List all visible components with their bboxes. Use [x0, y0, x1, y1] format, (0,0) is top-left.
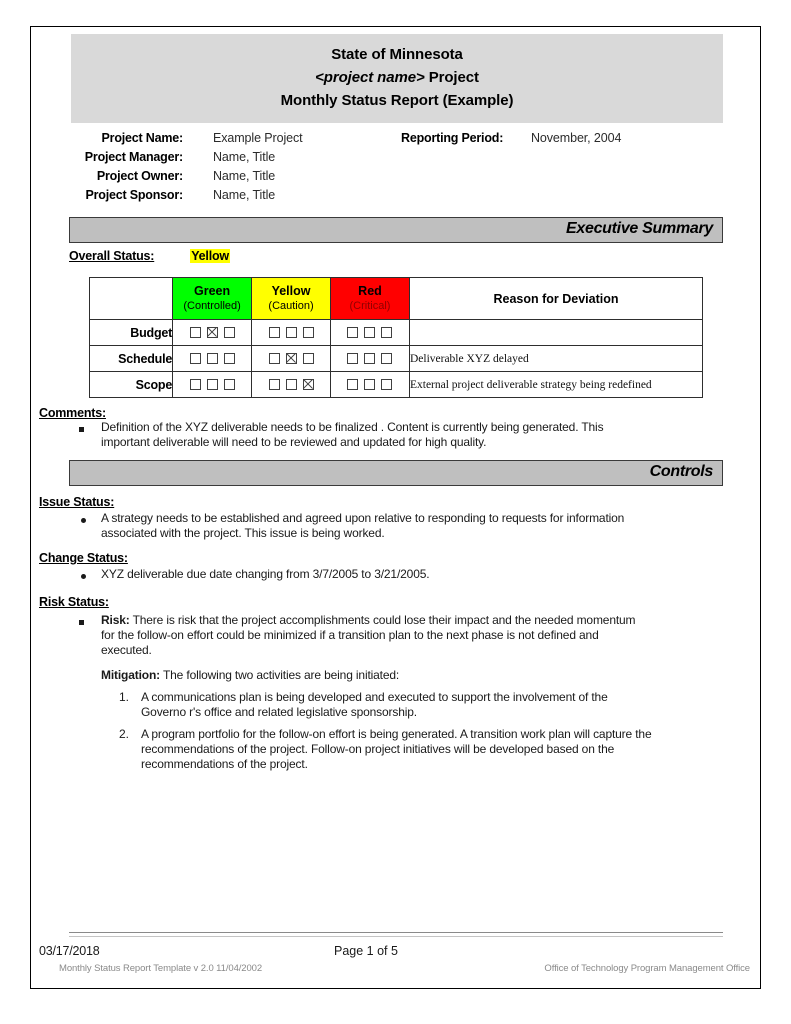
project-name-value: Example Project [213, 131, 303, 145]
checkbox[interactable] [303, 353, 314, 364]
project-sponsor-label: Project Sponsor: [85, 188, 183, 202]
mitigation-intro [101, 668, 706, 683]
overall-status [69, 249, 230, 263]
project-manager-value: Name, Title [213, 150, 276, 164]
mitigation-2-line3: recommendations of the project. [141, 757, 308, 771]
header-red-title: Red [358, 284, 382, 298]
header-yellow-sub: (Caution) [268, 300, 314, 312]
risk-line1: There is risk that the project accomplishments could lose their impact and the needed momentum [129, 613, 636, 627]
checkbox[interactable] [190, 379, 201, 390]
checkbox[interactable] [190, 327, 201, 338]
header-red-sub: (Critical) [349, 300, 391, 312]
header-cell-yellow [252, 278, 331, 320]
checkbox[interactable] [269, 379, 280, 390]
scope-reason: External project deliverable strategy being redefined [409, 372, 702, 398]
document-page [30, 26, 761, 989]
issue-bullet-icon [81, 518, 86, 523]
mitigation-item-1-text [141, 690, 701, 720]
meta-row [31, 131, 760, 150]
checkbox[interactable] [381, 353, 392, 364]
scope-green-cell [173, 372, 252, 398]
title-line-report: Monthly Status Report (Example) [280, 92, 514, 109]
comments-line1: Definition of the XYZ deliverable needs to be finalized . Content is currently being generated. This [101, 420, 604, 434]
overall-status-badge: Yellow [191, 249, 229, 263]
project-manager-label: Project Manager: [84, 150, 183, 164]
comments-text [101, 420, 691, 450]
checkbox[interactable] [364, 327, 375, 338]
checkbox[interactable] [286, 379, 297, 390]
checkbox[interactable] [303, 327, 314, 338]
reporting-period-value: November, 2004 [531, 131, 622, 145]
mitigation-2-line1: A program portfolio for the follow-on effort is being generated. A transition work plan will capture the [141, 727, 652, 741]
comments-bullet-icon [79, 427, 84, 432]
table-row [90, 372, 703, 398]
mitigation-label: Mitigation: [101, 668, 161, 682]
checkbox-checked[interactable] [207, 327, 218, 338]
budget-yellow-cell [252, 320, 331, 346]
risk-bullet-icon [79, 620, 84, 625]
project-owner-value: Name, Title [213, 169, 276, 183]
checkbox[interactable] [224, 353, 235, 364]
checkbox[interactable] [207, 353, 218, 364]
budget-red-cell [331, 320, 410, 346]
section-title-controls: Controls [649, 463, 713, 480]
table-row [90, 320, 703, 346]
title-line-project [71, 66, 723, 89]
header-cell-red [331, 278, 410, 320]
meta-row [31, 150, 760, 169]
project-sponsor-value: Name, Title [213, 188, 276, 202]
risk-line3: executed. [101, 643, 152, 657]
footer-divider [69, 932, 723, 937]
change-status-text [101, 567, 701, 582]
risk-status-heading: Risk Status: [39, 595, 109, 609]
checkbox-checked[interactable] [286, 353, 297, 364]
title-line-state: State of Minnesota [331, 46, 463, 63]
checkbox[interactable] [269, 327, 280, 338]
row-label-scope: Scope [90, 372, 173, 398]
meta-row [31, 188, 760, 207]
issue-line1: A strategy needs to be established and agreed upon relative to responding to requests for information [101, 511, 625, 525]
risk-text [101, 613, 706, 658]
meta-row [31, 169, 760, 188]
checkbox[interactable] [224, 379, 235, 390]
section-band-controls [69, 460, 723, 486]
checkbox[interactable] [207, 379, 218, 390]
checkbox[interactable] [381, 379, 392, 390]
mitigation-item-2-text [141, 727, 701, 772]
schedule-reason: Deliverable XYZ delayed [409, 346, 702, 372]
header-cell-reason: Reason for Deviation [409, 278, 702, 320]
table-header-row [90, 278, 703, 320]
section-title-executive-summary: Executive Summary [566, 220, 713, 237]
checkbox[interactable] [347, 327, 358, 338]
project-owner-label: Project Owner: [96, 169, 183, 183]
footer-template-info: Monthly Status Report Template v 2.0 11/04/2002 [59, 963, 263, 974]
project-meta-block [31, 131, 760, 207]
issue-status-heading: Issue Status: [39, 495, 115, 509]
checkbox[interactable] [364, 379, 375, 390]
budget-reason [409, 320, 702, 346]
mitigation-1-line1: A communications plan is being developed and executed to support the involvement of the [141, 690, 608, 704]
header-cell-green [173, 278, 252, 320]
scope-red-cell [331, 372, 410, 398]
scope-yellow-cell [252, 372, 331, 398]
project-word: Project [424, 69, 479, 86]
checkbox[interactable] [381, 327, 392, 338]
checkbox[interactable] [269, 353, 280, 364]
comments-heading: Comments: [39, 406, 106, 420]
project-name-label: Project Name: [101, 131, 183, 145]
schedule-yellow-cell [252, 346, 331, 372]
checkbox[interactable] [364, 353, 375, 364]
issue-status-text [101, 511, 701, 541]
mitigation-2-line2: recommendations of the project. Follow-on project initiatives will be developed based on the [141, 742, 615, 756]
mitigation-item-1-number: 1. [119, 690, 130, 704]
header-green-title: Green [194, 284, 231, 298]
checkbox[interactable] [224, 327, 235, 338]
mitigation-item-2-number: 2. [119, 727, 130, 741]
change-line1: XYZ deliverable due date changing from 3/7/2005 to 3/21/2005. [101, 567, 430, 581]
footer-date: 03/17/2018 [39, 944, 100, 958]
section-band-executive-summary [69, 217, 723, 243]
status-table [89, 277, 703, 398]
row-label-budget: Budget [90, 320, 173, 346]
comments-line2: important deliverable will need to be reviewed and updated for high quality. [101, 435, 487, 449]
table-row [90, 346, 703, 372]
reporting-period-label: Reporting Period: [401, 131, 504, 145]
header-green-sub: (Controlled) [183, 300, 241, 312]
checkbox-checked[interactable] [303, 379, 314, 390]
row-label-schedule: Schedule [90, 346, 173, 372]
mitigation-intro-text: The following two activities are being initiated: [160, 668, 400, 682]
checkbox[interactable] [347, 353, 358, 364]
change-status-heading: Change Status: [39, 551, 128, 565]
issue-line2: associated with the project. This issue is being worked. [101, 526, 385, 540]
header-yellow-title: Yellow [271, 284, 311, 298]
schedule-green-cell [173, 346, 252, 372]
change-bullet-icon [81, 574, 86, 579]
footer-office: Office of Technology Program Management Office [544, 963, 750, 974]
checkbox[interactable] [347, 379, 358, 390]
risk-label: Risk: [101, 613, 130, 627]
footer-page-number: Page 1 of 5 [334, 944, 398, 958]
header-cell-blank [90, 278, 173, 320]
project-name-placeholder: <project name> [315, 69, 425, 86]
mitigation-1-line2: Governo r's office and related legislative sponsorship. [141, 705, 417, 719]
checkbox[interactable] [286, 327, 297, 338]
overall-status-label: Overall Status: [69, 249, 155, 263]
budget-green-cell [173, 320, 252, 346]
checkbox[interactable] [190, 353, 201, 364]
schedule-red-cell [331, 346, 410, 372]
risk-line2: for the follow-on effort could be minimized if a transition plan to the next phase is not defined and [101, 628, 599, 642]
report-title-banner [71, 34, 723, 123]
